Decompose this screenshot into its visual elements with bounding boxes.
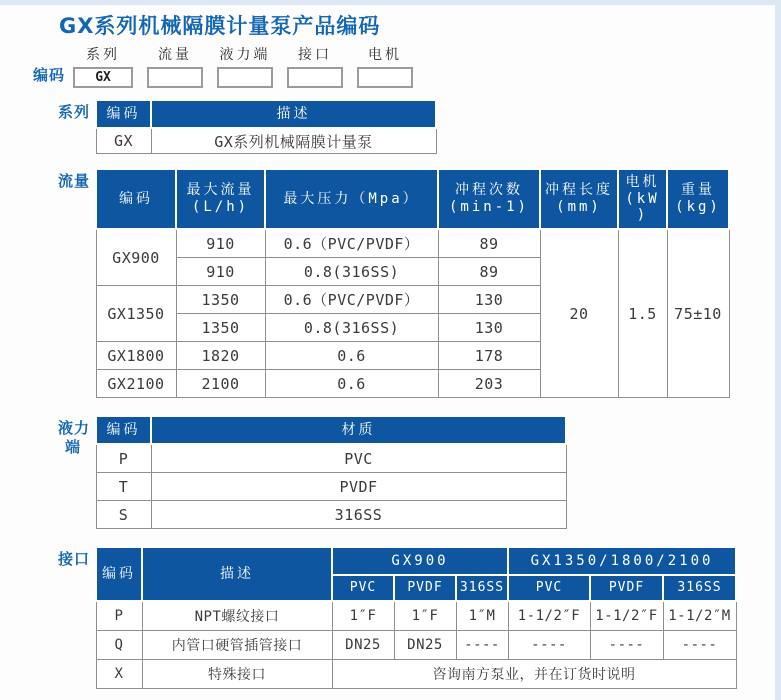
data-cell: 1-1/2″F: [508, 601, 590, 631]
coding-field-flow: [147, 44, 203, 88]
data-cell: GX2100: [96, 370, 176, 398]
series-table: [95, 99, 437, 154]
data-cell: 203: [438, 370, 540, 398]
data-cell: GX: [96, 128, 151, 154]
header-cell: 编码: [96, 169, 176, 229]
table-row: [96, 416, 566, 444]
header-cell: 描述: [142, 547, 332, 601]
table-row: [96, 660, 736, 689]
interface-table: [95, 546, 737, 689]
data-cell: 2100: [176, 370, 265, 398]
header-cell: 最大压力（Mpa）: [265, 169, 438, 229]
data-cell: ----: [456, 631, 508, 660]
coding-field-label: 电机: [368, 47, 403, 63]
table-row: [96, 547, 736, 575]
interface-section-label: 接口: [57, 550, 90, 568]
data-cell: 178: [438, 342, 540, 370]
table-row: [96, 100, 436, 128]
data-cell: 1-1/2″F: [590, 601, 663, 631]
data-cell: GX1800: [96, 342, 176, 370]
data-cell: 910: [176, 258, 265, 286]
header-cell: 冲程长度 (mm): [540, 169, 618, 229]
table-row: [96, 473, 566, 501]
data-cell: 特殊接口: [142, 660, 332, 689]
coding-field-series: [73, 44, 133, 88]
data-cell: PVDF: [151, 473, 566, 501]
data-cell: ----: [663, 631, 736, 660]
data-cell: 1″F: [394, 601, 456, 631]
liquid-end-section: [0, 415, 567, 529]
data-cell: 130: [438, 314, 540, 342]
data-cell: 1820: [176, 342, 265, 370]
series-section-label: 系列: [57, 103, 90, 121]
liquid-end-table: [95, 415, 567, 529]
header-cell: PVC: [332, 575, 394, 601]
header-cell: 最大流量 (L/h): [176, 169, 265, 229]
data-cell: GX系列机械隔膜计量泵: [151, 128, 436, 154]
data-cell: 0.8(316SS): [265, 314, 438, 342]
data-cell: 130: [438, 286, 540, 314]
header-cell: GX900: [332, 547, 508, 575]
flow-section-label: 流量: [57, 172, 90, 190]
coding-field-label: 系列: [86, 47, 121, 63]
page-title: GX系列机械隔膜计量泵产品编码: [59, 14, 381, 38]
coding-box-liquid-end: [217, 67, 273, 88]
coding-field-label: 液力端: [219, 47, 271, 63]
data-cell: 0.8(316SS): [265, 258, 438, 286]
data-cell: 75±10: [667, 229, 729, 398]
data-cell: P: [96, 601, 142, 631]
header-cell: 电机 (kW ): [618, 169, 667, 229]
table-row: [96, 169, 729, 229]
data-cell: 1-1/2″M: [663, 601, 736, 631]
table-row: [96, 229, 729, 258]
data-cell: 1350: [176, 286, 265, 314]
data-cell: 0.6: [265, 370, 438, 398]
series-section: [0, 99, 437, 154]
table-row: [96, 601, 736, 631]
data-cell: S: [96, 501, 151, 529]
data-cell: GX900: [96, 229, 176, 286]
data-cell: 内管口硬管插管接口: [142, 631, 332, 660]
data-cell: P: [96, 444, 151, 473]
data-cell: PVC: [151, 444, 566, 473]
header-cell: 冲程次数 (min-1): [438, 169, 540, 229]
coding-field-motor: [357, 44, 413, 88]
data-cell: 0.6（PVC/PVDF）: [265, 229, 438, 258]
page-edge-top: [0, 0, 781, 5]
data-cell: DN25: [394, 631, 456, 660]
header-cell: 编码: [96, 416, 151, 444]
table-row: [96, 501, 566, 529]
header-cell: 重量 (kg): [667, 169, 729, 229]
data-cell: 1.5: [618, 229, 667, 398]
header-cell: PVC: [508, 575, 590, 601]
data-cell: 0.6（PVC/PVDF）: [265, 286, 438, 314]
coding-box-series: GX: [73, 67, 133, 88]
coding-field-liquid-end: [217, 44, 273, 88]
data-cell: 89: [438, 229, 540, 258]
data-cell: T: [96, 473, 151, 501]
header-cell: GX1350/1800/2100: [508, 547, 736, 575]
data-cell: 910: [176, 229, 265, 258]
page-edge-right: [775, 0, 781, 700]
coding-row-label: 编码: [33, 66, 66, 84]
coding-field-label: 流量: [158, 47, 193, 63]
flow-table: [95, 168, 730, 398]
product-coding-diagram: [33, 44, 427, 88]
table-row: [96, 444, 566, 473]
coding-field-interface: [287, 44, 343, 88]
data-cell: 89: [438, 258, 540, 286]
data-cell: 0.6: [265, 342, 438, 370]
data-cell: DN25: [332, 631, 394, 660]
data-cell: Q: [96, 631, 142, 660]
header-cell: 编码: [96, 100, 151, 128]
coding-box-motor: [357, 67, 413, 88]
header-cell: 316SS: [663, 575, 736, 601]
data-cell: 1″M: [456, 601, 508, 631]
data-cell: 1350: [176, 314, 265, 342]
header-cell: 材质: [151, 416, 566, 444]
data-cell: X: [96, 660, 142, 689]
liquid-end-section-label: 液力 端: [57, 419, 90, 456]
data-cell: 1″F: [332, 601, 394, 631]
interface-section: [0, 546, 737, 689]
coding-box-flow: [147, 67, 203, 88]
data-cell: NPT螺纹接口: [142, 601, 332, 631]
data-cell: 20: [540, 229, 618, 398]
header-cell: 316SS: [456, 575, 508, 601]
header-cell: 描述: [151, 100, 436, 128]
table-row: [96, 631, 736, 660]
table-row: [96, 128, 436, 154]
data-cell: ----: [508, 631, 590, 660]
coding-field-label: 接口: [298, 47, 333, 63]
header-cell: PVDF: [590, 575, 663, 601]
data-cell: ----: [590, 631, 663, 660]
data-cell: 咨询南方泵业，并在订货时说明: [332, 660, 736, 689]
header-cell: PVDF: [394, 575, 456, 601]
data-cell: GX1350: [96, 286, 176, 342]
header-cell: 编码: [96, 547, 142, 601]
coding-box-interface: [287, 67, 343, 88]
flow-section: [0, 168, 730, 398]
data-cell: 316SS: [151, 501, 566, 529]
